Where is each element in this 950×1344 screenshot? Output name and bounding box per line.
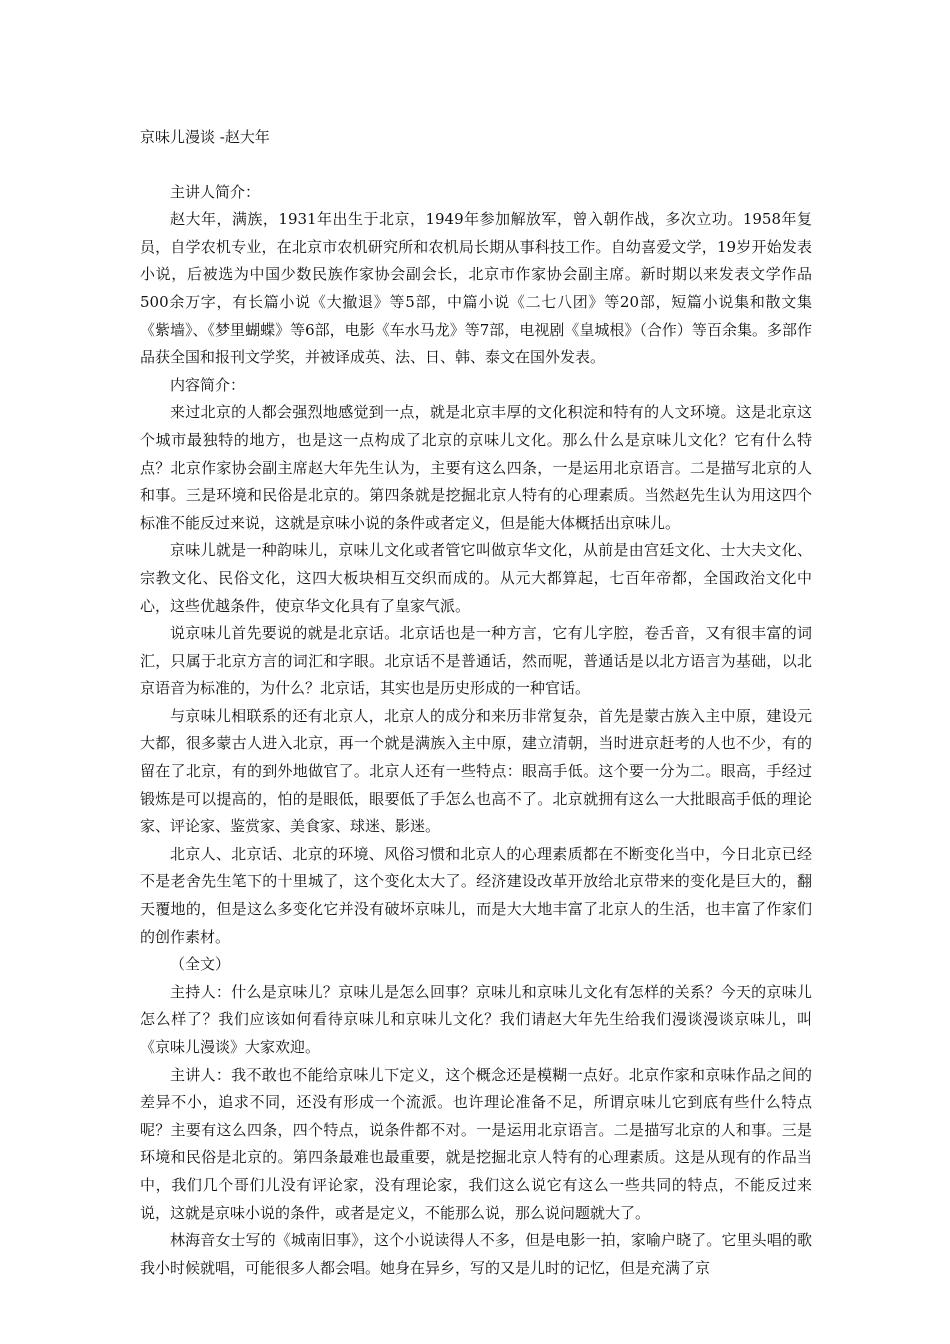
summary-paragraph: 北京人、北京话、北京的环境、风俗习惯和北京人的心理素质都在不断变化当中，今日北京已经不是老舍先生笔下的十里城了，这个变化太大了。经济建设改革开放给北京带来的变化是巨大的，翻天覆地的，但是这么多变化它并没有破坏京味儿，而是大大地丰富了北京人的生活，也丰富了作家们的创作素材。	[140, 844, 812, 946]
summary-paragraph: 来过北京的人都会强烈地感觉到一点，就是北京丰厚的文化积淀和特有的人文环境。这是北京这个城市最独特的地方，也是这一点构成了北京的京味儿文化。那么什么是京味儿文化？它有什么特点？北京作家协会副主席赵大年先生认为，主要有这么四条，一是运用北京语言。二是描写北京的人和事。三是环境和民俗是北京的。第四条就是挖掘北京人特有的心理素质。当然赵先生认为用这四个标准不能反过来说，这就是京味小说的条件或者定义，但是能大体概括出京味儿。	[140, 403, 812, 532]
fulltext-paragraph: 主讲人：我不敢也不能给京味儿下定义，这个概念还是模糊一点好。北京作家和京味作品之间的差异不小，追求不同，还没有形成一个流派。也许理论准备不足，所谓京味儿它到底有些什么特点呢？主要有这么四条，四个特点，说条件都不对。一是运用北京语言。二是描写北京的人和事。三是环境和民俗是北京的。第四条最难也最重要，就是挖掘北京人特有的心理素质。这是从现有的作品当中，我们几个哥们儿没有评论家，没有理论家，我们这么说它有这么一些共同的特点，不能反过来说，这就是京味小说的条件，或者是定义，不能那么说，那么说问题就大了。	[140, 1065, 812, 1222]
document-title: 京味儿漫谈 -赵大年	[140, 128, 270, 146]
fulltext-paragraph: 林海音女士写的《城南旧事》，这个小说读得人不多，但是电影一拍，家喻户晓了。它里头唱的歌我小时候就唱，可能很多人都会唱。她身在异乡，写的又是儿时的记忆，但是充满了京	[140, 1231, 812, 1277]
fulltext-paragraph: 主持人：什么是京味儿？京味儿是怎么回事？京味儿和京味儿文化有怎样的关系？今天的京味儿怎么样了？我们应该如何看待京味儿和京味儿文化？我们请赵大年先生给我们漫谈漫谈京味儿，叫《京味儿漫谈》大家欢迎。	[140, 982, 812, 1056]
summary-paragraph: 说京味儿首先要说的就是北京话。北京话也是一种方言，它有儿字腔，卷舌音，又有很丰富的词汇，只属于北京方言的词汇和字眼。北京话不是普通话，然而呢，普通话是以北方语言为基础，以北京语音为标准的，为什么？北京话，其实也是历史形成的一种官话。	[140, 624, 812, 698]
speaker-bio-paragraph: 赵大年，满族，1931年出生于北京，1949年参加解放军，曾入朝作战，多次立功。1958年复员，自学农机专业，在北京市农机研究所和农机局长期从事科技工作。自幼喜爱文学，19岁开始发表小说，后被选为中国少数民族作家协会副会长，北京市作家协会副主席。新时期以来发表文学作品500余万字，有长篇小说《大撤退》等5部，中篇小说《二七八团》等20部，短篇小说集和散文集《紫墙》、《梦里蝴蝶》等6部，电影《车水马龙》等7部，电视剧《皇城根》（合作）等百余集。多部作品获全国和报刊文学奖，并被译成英、法、日、韩、泰文在国外发表。	[140, 210, 812, 367]
document-page	[140, 124, 812, 1282]
summary-paragraph: 与京味儿相联系的还有北京人，北京人的成分和来历非常复杂，首先是蒙古族入主中原，建设元大都，很多蒙古人进入北京，再一个就是满族入主中原，建立清朝，当时进京赶考的人也不少，有的留在了北京，有的到外地做官了。北京人还有一些特点：眼高手低。这个要一分为二。眼高，手经过锻炼是可以提高的，怕的是眼低，眼要低了手怎么也高不了。北京就拥有这么一大批眼高手低的理论家、评论家、鉴赏家、美食家、球迷、影迷。	[140, 706, 812, 836]
summary-heading: 内容简介：	[170, 375, 246, 394]
fulltext-note: （全文）	[170, 955, 231, 974]
summary-paragraph: 京味儿就是一种韵味儿，京味儿文化或者管它叫做京华文化，从前是由宫廷文化、士大夫文化、宗教文化、民俗文化，这四大板块相互交织而成的。从元大都算起，七百年帝都，全国政治文化中心，这些优越条件，使京华文化具有了皇家气派。	[140, 541, 812, 615]
speaker-heading: 主讲人简介：	[170, 182, 261, 201]
